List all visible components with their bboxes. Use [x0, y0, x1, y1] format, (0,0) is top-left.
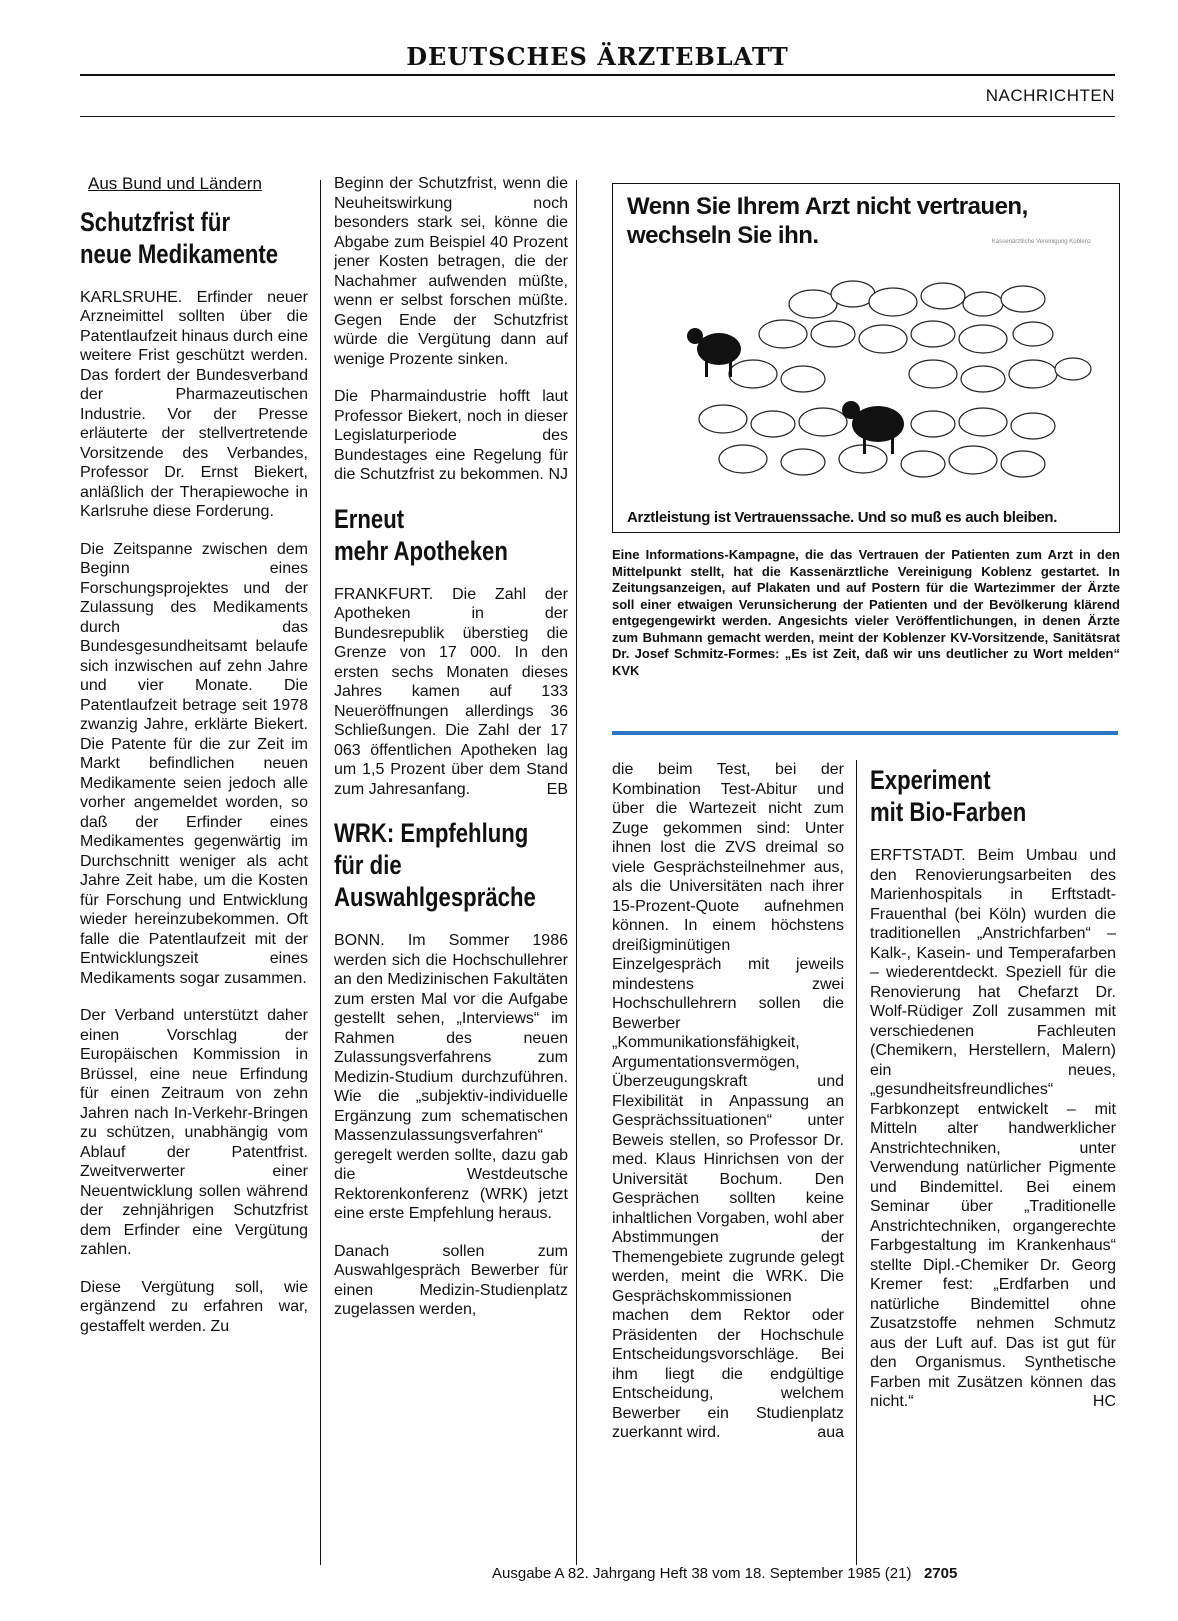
kicker: Aus Bund und Ländern — [88, 174, 262, 193]
article-paragraph: Der Verband unterstützt daher einen Vorschlag der Europäischen Kommission in Brüssel, eine neue Erfindung für einen Zeitraum von zehn Jahren nach In-Verkehr-Bringen zu schützen, unabhängig vom Ablauf der Patentfrist. Zweitverwerter einer Neuentwicklung sollen während der zehnjährigen Schutzfrist dem Erfinder eine Vergütung zahlen. — [80, 1007, 308, 1258]
author-signature: HC — [1092, 1393, 1116, 1410]
article-paragraph — [870, 846, 1116, 1412]
ad-caption: Eine Informations-Kampagne, die das Vertrauen der Patienten zum Arzt in den Mittelpunkt stellt, hat die Kassenärztliche Vereinigung Koblenz gestartet. In Zeitungsanzeigen, auf Plakaten und auf Postern für die Wartezimmer der Ärzte soll einer etwaigen Verunsicherung der Patienten und der Bevölkerung klärend entgegengewirkt werden. Angesichts vieler Veröffentlichungen, in denen Ärzte zum Buhmann gemacht werden, meint der Koblenzer KV-Vorsitzende, Sanitätsrat Dr. Josef Schmitz-Formes: „Es ist Zeit, daß wir uns deutlicher zu Wort melden“ KVK — [612, 547, 1120, 678]
section-label: NACHRICHTEN — [985, 86, 1115, 105]
column-divider — [576, 180, 577, 1565]
masthead: DEUTSCHES ÄRZTEBLATT — [406, 42, 789, 71]
article-paragraph: Beginn der Schutzfrist, wenn die Neuheitswirkung noch besonders stark sei, könne die Abgabe zum Beispiel 40 Prozent jener Kosten betragen, die der Nachahmer aufwenden müßte, wenn er selbst forschen müßte. Gegen Ende der Schutzfrist würde die Vergütung dann auf wenige Prozente sinken. — [334, 175, 568, 368]
ad-slogan: Arztleistung ist Vertrauenssache. Und so muß es auch bleiben. — [627, 509, 1058, 526]
author-signature: aua — [817, 1424, 844, 1441]
headline-wrk: WRK: Empfehlung für die Auswahlgespräche — [334, 818, 536, 912]
ad-box — [612, 183, 1120, 533]
headline-schutzfrist: Schutzfrist für neue Medikamente — [80, 206, 279, 269]
column-divider — [856, 760, 857, 1565]
column-divider — [320, 180, 321, 1565]
paragraph-text: Die Pharmaindustrie hofft laut Professor Biekert, noch in dieser Legislaturperiode des Bundestages eine Regelung für die Schutzfrist zu bekommen. — [334, 388, 568, 483]
article-paragraph: BONN. Im Sommer 1986 werden sich die Hochschullehrer an den Medizinischen Fakultäten zum ersten Mal vor die Aufgabe gestellt sehen, „Interviews“ im Rahmen des neuen Zulassungsverfahrens zum Medizin-Studium durchzuführen. Wie die „subjektiv-individuelle Ergänzung zum schematischen Massenzulassungsverfahren“ geregelt werden sollte, dazu gab die Westdeutsche Rektorenkonferenz (WRK) jetzt eine erste Empfehlung heraus. — [334, 932, 568, 1222]
page-footer — [492, 1565, 957, 1582]
section-rule — [80, 116, 1115, 117]
paragraph-text: FRANKFURT. Die Zahl der Apotheken in der Bundesrepublik überstieg die Grenze von 17 000. In den ersten sechs Monaten dieses Jahres kamen auf 133 Neueröffnungen allerdings 36 Schließungen. Die Zahl der 17 063 öffentlichen Apotheken lag um 1,5 Prozent über dem Stand zum Jahresanfang. — [334, 585, 568, 798]
column-2 — [334, 174, 568, 1338]
paragraph-text: ERFTSTADT. Beim Umbau und den Renovierungsarbeiten des Marienhospitals in Erftstadt-Frauenthal (bei Köln) wurden die traditionellen „Anstrichfarben“ – Kalk-, Kasein- und Temperafarben – wiederentdeckt. Speziell für die Renovierung hat Chefarzt Dr. Wolf-Rüdiger Zoll zusammen mit verschiedenen Fachleuten (Chemikern, Herstellern, Malern) ein neues, „gesundheitsfreundliches“ Farbkonzept entwickelt – mit Mitteln alter handwerklicher Anstrichtechniken, unter Verwendung natürlicher Pigmente und Bindemittel. Bei einem Seminar über „Traditionelle Anstrichtechniken, organgerechte Farbgestaltung im Krankenhaus“ stellte Dipl.-Chemiker Dr. Georg Kremer fest: „Erdfarben und natürliche Bindemittel ohne Zusatzstoffe nehmen Schmutz aus der Luft auf. Das ist gut für den Organismus. Synthetische Farben mit Zusätzen können das nicht.“ — [870, 847, 1116, 1410]
ad-headline: Wenn Sie Ihrem Arzt nicht vertrauen, wechseln Sie ihn. — [627, 193, 1028, 249]
headline-biofarben: Experiment mit Bio-Farben — [870, 765, 1027, 827]
column-3 — [612, 760, 844, 1461]
sheep-illustration — [613, 184, 1119, 532]
article-paragraph: Danach sollen zum Auswahlgespräch Bewerber für einen Medizin-Studienplatz zugelassen werden, — [334, 1242, 568, 1318]
article-paragraph: Die Zeitspanne zwischen dem Beginn eines Forschungsprojektes und der Zulassung des Medikaments durch das Bundesgesundheitsamt belaufe sich inzwischen auf zehn Jahre und vier Monate. Die Patentlaufzeit betrage seit 1978 zwanzig Jahre, erklärte Biekert. Die Patente für die zur Zeit im Markt befindlichen neuen Medikamente seien jedoch alle vorher angemeldet worden, so daß der Erfinder eines Medikamentes gegenwärtig im Durchschnitt weniger als acht Jahre Zeit habe, um die Kosten für Forschung und Entwicklung wieder hereinzubekommen. Oft falle die Patentlaufzeit mit der Entwicklungszeit eines Medikaments sogar zusammen. — [80, 540, 308, 987]
issue-info: Ausgabe A 82. Jahrgang Heft 38 vom 18. September 1985 (21) — [492, 1565, 912, 1582]
page-number: 2705 — [923, 1565, 958, 1582]
author-signature: NJ — [548, 466, 568, 483]
masthead-rule — [80, 74, 1115, 76]
article-paragraph — [334, 387, 568, 485]
article-paragraph — [612, 760, 844, 1443]
column-4 — [870, 760, 1116, 1430]
headline-apotheken: Erneut mehr Apotheken — [334, 503, 508, 566]
column-1 — [80, 174, 308, 1354]
paragraph-text: die beim Test, bei der Kombination Test-Abitur und über die Wartezeit nicht zum Zuge gekommen sind: Unter ihnen lost die ZVS dreimal so viele Gesprächsteilnehmer aus, als die Universitäten nach ihrer 15-Prozent-Quote aufnehmen können. In einem höchstens dreißigminütigen Einzelgespräch mit jeweils mindestens zwei Hochschullehrern sollen die Bewerber „Kommunikationsfähigkeit, Argumentationsvermögen, Überzeugungskraft und Flexibilität in Anpassung an Gesprächssituationen“ unter Beweis stellen, so Professor Dr. med. Klaus Hinrichsen von der Universität Bochum. Den Gesprächen sollten keine inhaltlichen Vorgaben, wohl aber Abstimmungen der Themengebiete zugrunde gelegt werden, meint die WRK. Die Gesprächskommissionen machen dem Rektor oder Präsidenten der Hochschule Entscheidungsvorschläge. Bei ihm liegt die endgültige Entscheidung, welchem Bewerber ein Studienplatz zuerkannt wird. — [612, 761, 844, 1441]
article-paragraph — [334, 585, 568, 800]
ad-small-print: Kassenärztliche Vereinigung Koblenz — [991, 239, 1091, 245]
author-signature: EB — [546, 780, 568, 798]
article-paragraph: Diese Vergütung soll, wie ergänzend zu erfahren war, gestaffelt werden. Zu — [80, 1278, 308, 1335]
blue-divider — [612, 731, 1118, 735]
article-paragraph: KARLSRUHE. Erfinder neuer Arzneimittel sollten über die Patentlaufzeit hinaus durch eine weitere Frist geschützt werden. Das fordert der Bundesverband der Pharmazeutischen Industrie. Vor der Presse erläuterte der stellvertretende Vorsitzende des Verbandes, Professor Dr. Ernst Biekert, anläßlich der Therapiewoche in Karlsruhe diese Forderung. — [80, 288, 308, 520]
